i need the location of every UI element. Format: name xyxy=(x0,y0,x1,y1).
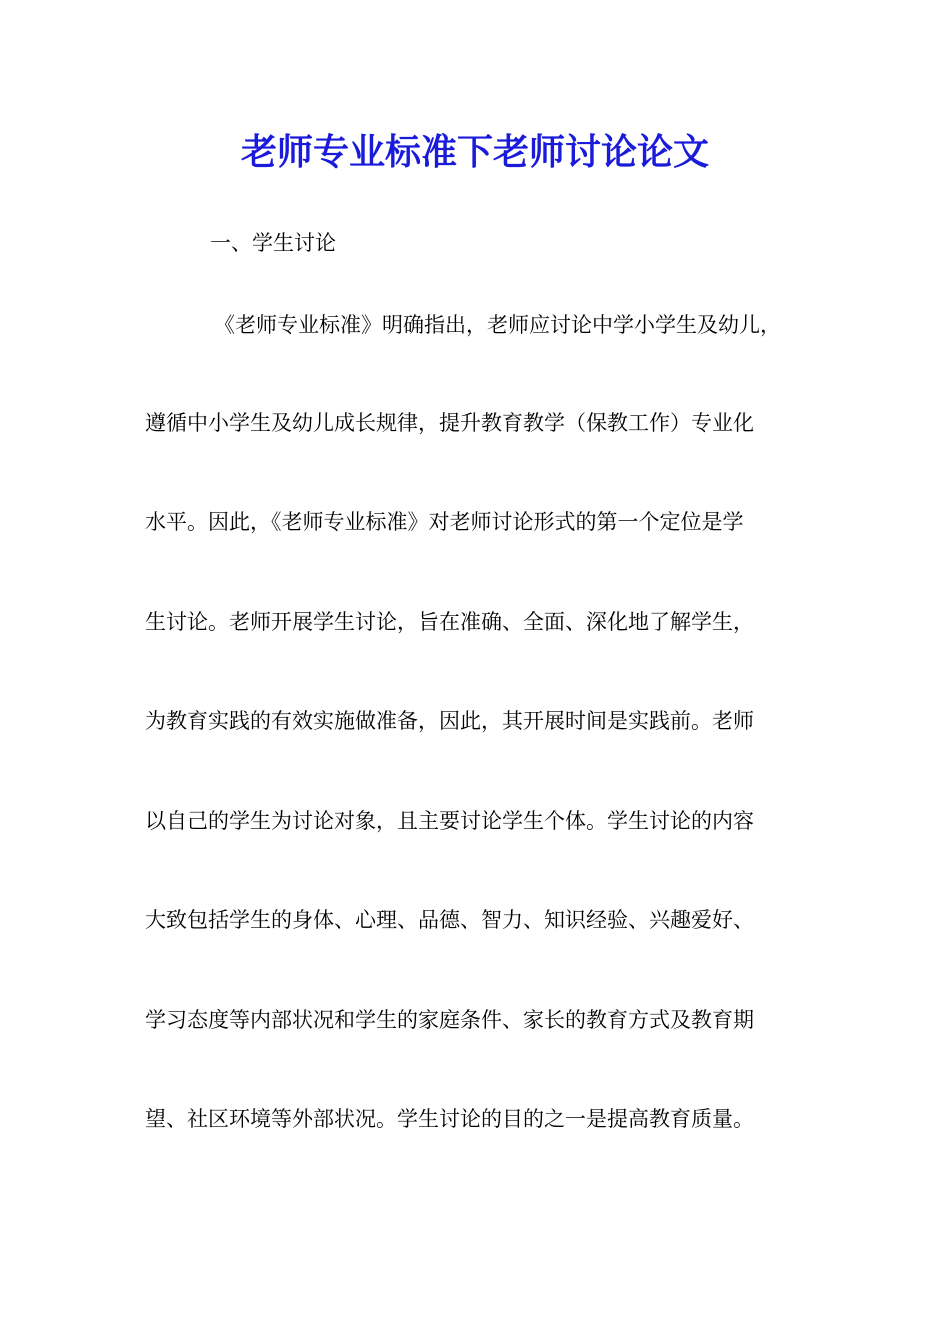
paragraph-line: 大致包括学生的身体、心理、品德、智力、知识经验、兴趣爱好、 xyxy=(145,908,754,932)
paragraph-line: 遵循中小学生及幼儿成长规律，提升教育教学（保教工作）专业化 xyxy=(145,411,754,435)
paragraph-line: 为教育实践的有效实施做准备，因此，其开展时间是实践前。老师 xyxy=(145,709,754,733)
document-title: 老师专业标准下老师讨论论文 xyxy=(240,131,709,173)
paragraph-line: 生讨论。老师开展学生讨论，旨在准确、全面、深化地了解学生， xyxy=(145,610,754,634)
paragraph-line: 以自己的学生为讨论对象，且主要讨论学生个体。学生讨论的内容 xyxy=(145,809,754,833)
paragraph-line: 水平。因此，《老师专业标准》对老师讨论形式的第一个定位是学 xyxy=(145,510,744,534)
paragraph-line: 《老师专业标准》明确指出，老师应讨论中学小学生及幼儿， xyxy=(214,313,781,337)
paragraph-line: 学习态度等内部状况和学生的家庭条件、家长的教育方式及教育期 xyxy=(145,1008,754,1032)
section-heading: 一、学生讨论 xyxy=(210,231,336,255)
paragraph-line: 望、社区环境等外部状况。学生讨论的目的之一是提高教育质量。 xyxy=(145,1107,754,1131)
